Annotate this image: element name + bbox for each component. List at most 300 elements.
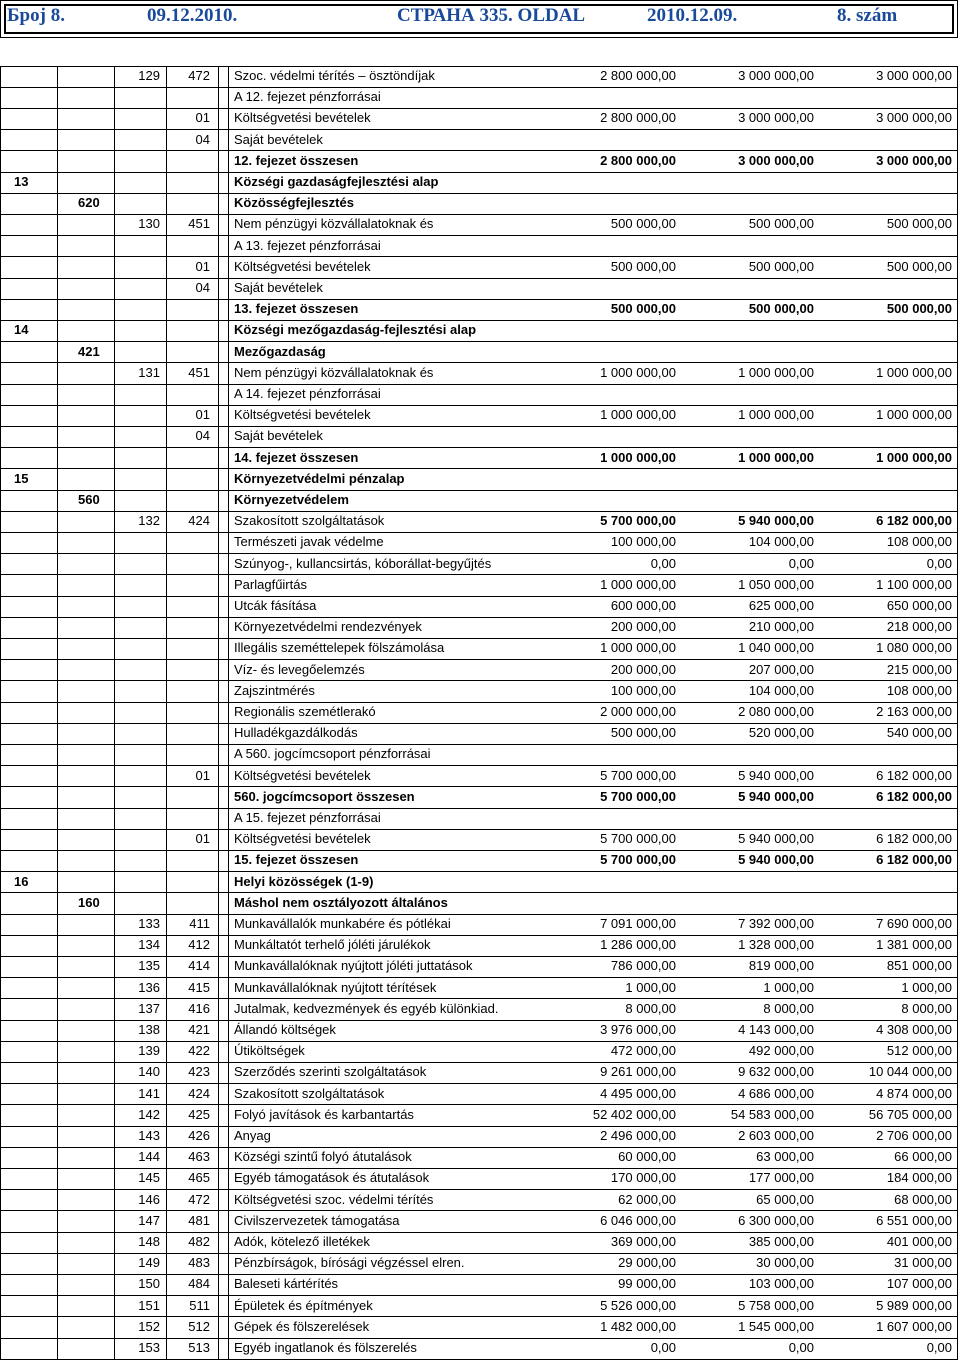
table-row xyxy=(0,850,960,871)
table-row xyxy=(0,766,960,787)
account-cell: 465 xyxy=(188,1170,210,1186)
amount-2013-cell: 500 000,00 xyxy=(886,258,952,274)
table-row xyxy=(0,66,960,87)
row-divider xyxy=(0,299,958,300)
amount-2011-cell: 2 496 000,00 xyxy=(600,1128,676,1143)
table-row xyxy=(0,299,960,320)
row-divider xyxy=(0,914,958,915)
row-divider xyxy=(0,532,958,533)
description-cell: Parlagfűirtás xyxy=(234,576,307,592)
amount-2011-cell: 4 495 000,00 xyxy=(600,1085,676,1101)
description-cell: Munkáltatót terhelő jóléti járulékok xyxy=(234,937,431,953)
amount-2011-cell: 5 700 000,00 xyxy=(600,788,676,804)
amount-2012-cell: 500 000,00 xyxy=(748,258,814,274)
table-row xyxy=(0,130,960,151)
table-row xyxy=(0,469,960,490)
description-cell: Költségvetési bevételek xyxy=(234,831,371,847)
amount-2013-cell: 650 000,00 xyxy=(886,598,952,613)
account-cell: 483 xyxy=(188,1255,210,1271)
amount-2012-cell: 5 758 000,00 xyxy=(738,1297,814,1313)
account-cell: 512 xyxy=(188,1318,210,1334)
amount-2011-cell: 2 000 000,00 xyxy=(600,704,676,719)
amount-2013-cell: 1 080 000,00 xyxy=(876,640,952,656)
description-cell: Saját bevételek xyxy=(234,280,323,295)
table-row xyxy=(0,108,960,129)
table-row xyxy=(0,384,960,405)
table-row xyxy=(0,257,960,278)
row-divider xyxy=(0,765,958,766)
amount-2011-cell: 2 800 000,00 xyxy=(600,68,676,83)
row-divider xyxy=(0,659,958,660)
amount-2012-cell: 1 000 000,00 xyxy=(738,449,814,465)
amount-2013-cell: 6 182 000,00 xyxy=(876,767,952,783)
position-cell: 153 xyxy=(138,1340,160,1355)
account-cell: 451 xyxy=(188,216,210,232)
amount-2013-cell: 56 705 000,00 xyxy=(868,1106,952,1122)
amount-2012-cell: 4 143 000,00 xyxy=(738,1022,814,1037)
position-cell: 131 xyxy=(138,364,160,380)
description-cell: Baleseti kártérítés xyxy=(234,1276,339,1292)
column-divider xyxy=(228,66,229,1360)
header-page-number: СТРАНА 335. OLDAL xyxy=(397,5,586,26)
table-row xyxy=(0,1296,960,1317)
table-row xyxy=(0,935,960,956)
row-divider xyxy=(0,129,958,130)
amount-2013-cell: 401 000,00 xyxy=(886,1234,952,1249)
description-cell: Jutalmak, kedvezmények és egyéb különkiad. xyxy=(234,1000,499,1016)
table-row xyxy=(0,681,960,702)
table-row xyxy=(0,214,960,235)
amount-2011-cell: 500 000,00 xyxy=(610,301,676,317)
table-row xyxy=(0,236,960,257)
amount-2013-cell: 1 000 000,00 xyxy=(876,364,952,380)
function-cell: 620 xyxy=(78,195,100,211)
amount-2011-cell: 1 000,00 xyxy=(625,979,676,995)
amount-2012-cell: 9 632 000,00 xyxy=(738,1064,814,1080)
table-row xyxy=(0,575,960,596)
amount-2013-cell: 8 000,00 xyxy=(901,1000,952,1016)
position-cell: 134 xyxy=(138,937,160,953)
amount-2011-cell: 1 286 000,00 xyxy=(600,937,676,953)
amount-2013-cell: 68 000,00 xyxy=(894,1191,952,1207)
amount-2011-cell: 29 000,00 xyxy=(618,1255,676,1271)
description-cell: A 12. fejezet pénzforrásai xyxy=(234,89,381,105)
account-cell: 416 xyxy=(188,1000,210,1016)
amount-2013-cell: 107 000,00 xyxy=(886,1276,952,1292)
table-row xyxy=(0,426,960,447)
description-cell: Költségvetési bevételek xyxy=(234,407,371,423)
table-row xyxy=(0,363,960,384)
amount-2013-cell: 3 000 000,00 xyxy=(876,68,952,83)
row-divider xyxy=(0,341,958,342)
description-cell: Szúnyog-, kullancsirtás, kóborállat-begyűjtés xyxy=(234,555,492,571)
amount-2012-cell: 210 000,00 xyxy=(748,619,814,635)
row-divider xyxy=(0,214,958,215)
table-row xyxy=(0,1084,960,1105)
row-divider xyxy=(0,426,958,427)
amount-2011-cell: 500 000,00 xyxy=(610,725,676,741)
amount-2012-cell: 0,00 xyxy=(788,555,814,571)
position-cell: 136 xyxy=(138,979,160,995)
description-cell: 14. fejezet összesen xyxy=(234,449,359,465)
account-cell: 04 xyxy=(195,280,210,295)
table-row xyxy=(0,1253,960,1274)
row-divider xyxy=(0,447,958,448)
amount-2012-cell: 5 940 000,00 xyxy=(738,852,814,868)
description-cell: Mezőgazdaság xyxy=(234,343,326,359)
amount-2012-cell: 65 000,00 xyxy=(756,1191,814,1207)
amount-2011-cell: 200 000,00 xyxy=(610,661,676,677)
amount-2013-cell: 215 000,00 xyxy=(886,661,952,677)
amount-2012-cell: 8 000,00 xyxy=(763,1000,814,1016)
account-cell: 04 xyxy=(195,131,210,147)
description-cell: Munkavállalóknak nyújtott térítések xyxy=(234,979,437,995)
amount-2011-cell: 3 976 000,00 xyxy=(600,1022,676,1037)
amount-2013-cell: 540 000,00 xyxy=(886,725,952,741)
table-row xyxy=(0,1041,960,1062)
amount-2011-cell: 786 000,00 xyxy=(610,958,676,974)
amount-2012-cell: 3 000 000,00 xyxy=(738,110,814,126)
amount-2013-cell: 108 000,00 xyxy=(886,682,952,698)
position-cell: 130 xyxy=(138,216,160,232)
header-date-hungarian: 2010.12.09. xyxy=(647,5,738,26)
description-cell: Munkavállalók munkabére és pótlékai xyxy=(234,916,451,931)
amount-2011-cell: 1 000 000,00 xyxy=(600,364,676,380)
position-cell: 150 xyxy=(138,1276,160,1292)
amount-2013-cell: 6 182 000,00 xyxy=(876,831,952,847)
row-divider xyxy=(0,362,958,363)
account-cell: 472 xyxy=(188,68,210,83)
position-cell: 133 xyxy=(138,916,160,931)
table-row xyxy=(0,1338,960,1359)
amount-2012-cell: 54 583 000,00 xyxy=(730,1106,814,1122)
table-row xyxy=(0,1020,960,1041)
row-divider xyxy=(0,384,958,385)
amount-2013-cell: 6 182 000,00 xyxy=(876,513,952,529)
description-cell: Szoc. védelmi térítés – ösztöndíjak xyxy=(234,68,435,83)
amount-2012-cell: 6 300 000,00 xyxy=(738,1212,814,1228)
column-divider xyxy=(0,66,1,1360)
chapter-cell: 13 xyxy=(14,174,29,189)
row-divider xyxy=(0,1338,958,1339)
account-cell: 01 xyxy=(195,767,210,783)
account-cell: 424 xyxy=(188,1085,210,1101)
row-divider xyxy=(0,850,958,851)
account-cell: 424 xyxy=(188,513,210,529)
header-issue-hungarian: 8. szám xyxy=(837,5,898,26)
account-cell: 421 xyxy=(188,1022,210,1037)
amount-2012-cell: 1 050 000,00 xyxy=(738,576,814,592)
chapter-cell: 16 xyxy=(14,873,29,889)
row-divider xyxy=(0,66,958,67)
table-row xyxy=(0,87,960,108)
table-row xyxy=(0,872,960,893)
table-row xyxy=(0,172,960,193)
amount-2011-cell: 2 800 000,00 xyxy=(600,152,676,168)
row-divider xyxy=(0,1020,958,1021)
amount-2012-cell: 5 940 000,00 xyxy=(738,831,814,847)
description-cell: A 15. fejezet pénzforrásai xyxy=(234,810,381,825)
row-divider xyxy=(0,1041,958,1042)
row-divider xyxy=(0,1253,958,1254)
amount-2012-cell: 2 080 000,00 xyxy=(738,704,814,719)
table-row xyxy=(0,999,960,1020)
function-cell: 160 xyxy=(78,894,100,910)
description-cell: Utcák fásítása xyxy=(234,598,317,613)
description-cell: Civilszervezetek támogatása xyxy=(234,1212,400,1228)
table-row xyxy=(0,490,960,511)
description-cell: Saját bevételek xyxy=(234,131,323,147)
table-row xyxy=(0,278,960,299)
position-cell: 148 xyxy=(138,1234,160,1249)
amount-2013-cell: 31 000,00 xyxy=(894,1255,952,1271)
amount-2012-cell: 1 000 000,00 xyxy=(738,364,814,380)
row-divider xyxy=(0,468,958,469)
description-cell: Illegális szeméttelepek fölszámolása xyxy=(234,640,445,656)
amount-2013-cell: 5 989 000,00 xyxy=(876,1297,952,1313)
function-cell: 560 xyxy=(78,492,100,507)
amount-2011-cell: 500 000,00 xyxy=(610,216,676,232)
description-cell: Természeti javak védelme xyxy=(234,534,384,550)
amount-2011-cell: 8 000,00 xyxy=(625,1000,676,1016)
row-divider xyxy=(0,1274,958,1275)
account-cell: 422 xyxy=(188,1043,210,1059)
amount-2013-cell: 6 182 000,00 xyxy=(876,852,952,868)
amount-2013-cell: 1 100 000,00 xyxy=(876,576,952,592)
account-cell: 513 xyxy=(188,1340,210,1355)
table-row xyxy=(0,893,960,914)
row-divider xyxy=(0,235,958,236)
row-divider xyxy=(0,1104,958,1105)
description-cell: Nem pénzügyi közvállalatoknak és xyxy=(234,216,434,232)
position-cell: 151 xyxy=(138,1297,160,1313)
amount-2013-cell: 7 690 000,00 xyxy=(876,916,952,931)
description-cell: Munkavállalóknak nyújtott jóléti juttatások xyxy=(234,958,473,974)
description-cell: Útiköltségek xyxy=(234,1043,305,1059)
account-cell: 425 xyxy=(188,1106,210,1122)
position-cell: 147 xyxy=(138,1212,160,1228)
header-date-serbian: 09.12.2010. xyxy=(147,5,238,26)
description-cell: Anyag xyxy=(234,1128,271,1143)
row-divider xyxy=(0,278,958,279)
table-row xyxy=(0,808,960,829)
description-cell: Környezetvédelmi rendezvények xyxy=(234,619,422,635)
account-cell: 484 xyxy=(188,1276,210,1292)
position-cell: 129 xyxy=(138,68,160,83)
row-divider xyxy=(0,935,958,936)
row-divider xyxy=(0,1295,958,1296)
account-cell: 463 xyxy=(188,1149,210,1165)
amount-2013-cell: 500 000,00 xyxy=(886,216,952,232)
amount-2011-cell: 62 000,00 xyxy=(618,1191,676,1207)
amount-2011-cell: 170 000,00 xyxy=(610,1170,676,1186)
amount-2011-cell: 1 000 000,00 xyxy=(600,576,676,592)
amount-2011-cell: 1 000 000,00 xyxy=(600,407,676,423)
description-cell: Környezetvédelem xyxy=(234,492,349,507)
description-cell: 13. fejezet összesen xyxy=(234,301,359,317)
table-row xyxy=(0,405,960,426)
amount-2013-cell: 0,00 xyxy=(926,1340,952,1355)
description-cell: A 14. fejezet pénzforrásai xyxy=(234,386,381,401)
table-row xyxy=(0,1232,960,1253)
page-header xyxy=(0,0,958,38)
row-divider xyxy=(0,108,958,109)
description-cell: Épületek és építmények xyxy=(234,1297,373,1313)
row-divider xyxy=(0,1062,958,1063)
amount-2012-cell: 500 000,00 xyxy=(748,216,814,232)
amount-2011-cell: 9 261 000,00 xyxy=(600,1064,676,1080)
row-divider xyxy=(0,1210,958,1211)
table-row xyxy=(0,978,960,999)
position-cell: 143 xyxy=(138,1128,160,1143)
description-cell: Szerződés szerinti szolgáltatások xyxy=(234,1064,427,1080)
column-divider xyxy=(218,66,219,1360)
amount-2013-cell: 1 381 000,00 xyxy=(876,937,952,953)
row-divider xyxy=(0,553,958,554)
description-cell: Gépek és fölszerelések xyxy=(234,1318,370,1334)
row-divider xyxy=(0,511,958,512)
row-divider xyxy=(0,680,958,681)
amount-2012-cell: 1 328 000,00 xyxy=(738,937,814,953)
amount-2013-cell: 1 000 000,00 xyxy=(876,407,952,423)
amount-2011-cell: 1 000 000,00 xyxy=(600,449,676,465)
row-divider xyxy=(0,892,958,893)
row-divider xyxy=(0,596,958,597)
amount-2013-cell: 1 000 000,00 xyxy=(876,449,952,465)
amount-2012-cell: 7 392 000,00 xyxy=(738,916,814,931)
account-cell: 01 xyxy=(195,110,210,126)
chapter-cell: 14 xyxy=(14,322,29,338)
table-row xyxy=(0,1126,960,1147)
table-row xyxy=(0,702,960,723)
header-issue-serbian: Број 8. xyxy=(7,5,65,26)
column-divider xyxy=(114,66,115,1360)
description-cell: Szakosított szolgáltatások xyxy=(234,1085,385,1101)
amount-2012-cell: 177 000,00 xyxy=(748,1170,814,1186)
position-cell: 138 xyxy=(138,1022,160,1037)
amount-2011-cell: 200 000,00 xyxy=(610,619,676,635)
description-cell: Saját bevételek xyxy=(234,428,323,444)
position-cell: 135 xyxy=(138,958,160,974)
description-cell: Szakosított szolgáltatások xyxy=(234,513,385,529)
row-divider xyxy=(0,786,958,787)
table-row xyxy=(0,320,960,341)
column-divider xyxy=(957,66,958,1360)
description-cell: Költségvetési bevételek xyxy=(234,110,371,126)
row-divider xyxy=(0,702,958,703)
amount-2013-cell: 6 182 000,00 xyxy=(876,788,952,804)
amount-2013-cell: 2 706 000,00 xyxy=(876,1128,952,1143)
table-row xyxy=(0,956,960,977)
amount-2013-cell: 1 607 000,00 xyxy=(876,1318,952,1334)
amount-2011-cell: 369 000,00 xyxy=(610,1234,676,1249)
row-divider xyxy=(0,617,958,618)
table-row xyxy=(0,829,960,850)
description-cell: Folyó javítások és karbantartás xyxy=(234,1106,414,1122)
account-cell: 01 xyxy=(195,258,210,274)
row-divider xyxy=(0,977,958,978)
row-divider xyxy=(0,1168,958,1169)
table-row xyxy=(0,532,960,553)
row-divider xyxy=(0,1147,958,1148)
description-cell: Községi mezőgazdaság-fejlesztési alap xyxy=(234,322,477,338)
amount-2013-cell: 3 000 000,00 xyxy=(876,152,952,168)
description-cell: Adók, kötelező illetékek xyxy=(234,1234,370,1249)
amount-2013-cell: 6 551 000,00 xyxy=(876,1212,952,1228)
position-cell: 149 xyxy=(138,1255,160,1271)
description-cell: Nem pénzügyi közvállalatoknak és xyxy=(234,364,434,380)
row-divider xyxy=(0,87,958,88)
position-cell: 144 xyxy=(138,1149,160,1165)
table-row xyxy=(0,617,960,638)
description-cell: Zajszintmérés xyxy=(234,682,315,698)
amount-2011-cell: 7 091 000,00 xyxy=(600,916,676,931)
amount-2012-cell: 2 603 000,00 xyxy=(738,1128,814,1143)
amount-2011-cell: 0,00 xyxy=(650,555,676,571)
row-divider xyxy=(0,574,958,575)
description-cell: Közösségfejlesztés xyxy=(234,195,354,211)
amount-2012-cell: 63 000,00 xyxy=(756,1149,814,1165)
position-cell: 137 xyxy=(138,1000,160,1016)
amount-2012-cell: 625 000,00 xyxy=(748,598,814,613)
account-cell: 411 xyxy=(189,916,210,931)
row-divider xyxy=(0,638,958,639)
description-cell: Egyéb támogatások és átutalások xyxy=(234,1170,430,1186)
account-cell: 511 xyxy=(189,1297,210,1313)
amount-2012-cell: 819 000,00 xyxy=(748,958,814,974)
description-cell: Községi szintű folyó átutalások xyxy=(234,1149,412,1165)
amount-2012-cell: 104 000,00 xyxy=(748,682,814,698)
position-cell: 146 xyxy=(138,1191,160,1207)
account-cell: 414 xyxy=(188,958,210,974)
amount-2011-cell: 5 700 000,00 xyxy=(600,831,676,847)
amount-2012-cell: 3 000 000,00 xyxy=(738,152,814,168)
row-divider xyxy=(0,744,958,745)
row-divider xyxy=(0,1189,958,1190)
row-divider xyxy=(0,1083,958,1084)
table-row xyxy=(0,1190,960,1211)
table-row xyxy=(0,787,960,808)
description-cell: Máshol nem osztályozott általános xyxy=(234,894,448,910)
description-cell: 560. jogcímcsoport összesen xyxy=(234,788,415,804)
account-cell: 482 xyxy=(188,1234,210,1249)
amount-2011-cell: 1 482 000,00 xyxy=(600,1318,676,1334)
account-cell: 481 xyxy=(188,1212,210,1228)
row-divider xyxy=(0,150,958,151)
account-cell: 426 xyxy=(188,1128,210,1143)
amount-2013-cell: 218 000,00 xyxy=(886,619,952,635)
amount-2012-cell: 520 000,00 xyxy=(748,725,814,741)
row-divider xyxy=(0,193,958,194)
table-row xyxy=(0,1105,960,1126)
amount-2011-cell: 99 000,00 xyxy=(618,1276,676,1292)
amount-2011-cell: 6 046 000,00 xyxy=(600,1212,676,1228)
table-row xyxy=(0,342,960,363)
row-divider xyxy=(0,1316,958,1317)
position-cell: 145 xyxy=(138,1170,160,1186)
account-cell: 423 xyxy=(188,1064,210,1080)
table-row xyxy=(0,723,960,744)
row-divider xyxy=(0,1232,958,1233)
amount-2012-cell: 103 000,00 xyxy=(748,1276,814,1292)
amount-2013-cell: 2 163 000,00 xyxy=(876,704,952,719)
description-cell: Költségvetési bevételek xyxy=(234,767,371,783)
table-row xyxy=(0,638,960,659)
chapter-cell: 15 xyxy=(14,470,29,486)
description-cell: Hulladékgazdálkodás xyxy=(234,725,358,741)
row-divider xyxy=(0,871,958,872)
amount-2011-cell: 5 700 000,00 xyxy=(600,767,676,783)
